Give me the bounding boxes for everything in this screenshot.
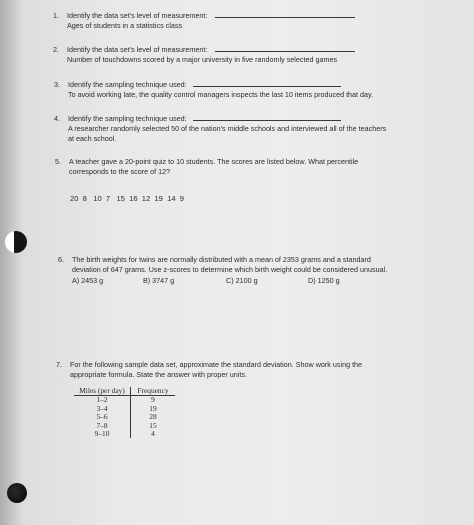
question-number: 7. — [56, 360, 62, 369]
question-text-line-1: A teacher gave a 20-point quiz to 10 students. The scores are listed below. What percentile — [69, 157, 359, 166]
table-row — [74, 396, 175, 405]
table-row — [74, 413, 175, 421]
table-row — [74, 405, 175, 413]
table-cell: 5–6 — [74, 413, 131, 421]
table-row — [74, 430, 175, 438]
table-cell: 9 — [151, 395, 155, 405]
page-shadow — [0, 0, 22, 525]
question-prompt: Identify the sampling technique used: — [68, 80, 341, 90]
table-row — [74, 422, 175, 430]
question-detail-line-2: at each school. — [68, 134, 117, 143]
table-cell: 7–8 — [74, 422, 131, 430]
table-cell: 3–4 — [74, 405, 131, 413]
answer-blank — [215, 11, 355, 18]
answer-blank — [193, 114, 341, 121]
table-header-row — [74, 387, 175, 396]
table-cell: 9–10 — [74, 430, 131, 438]
choice-a: A) 2453 g — [72, 276, 104, 285]
column-header-frequency: Frequency — [131, 387, 176, 396]
frequency-table — [74, 387, 175, 438]
question-number: 1. — [53, 11, 59, 20]
binder-hole-upper — [5, 231, 27, 253]
score-list: 20 8 10 7 15 16 12 19 14 9 — [70, 194, 184, 203]
table-cell: 1–2 — [74, 396, 131, 405]
table-cell: 4 — [151, 429, 155, 439]
question-text-line-2: deviation of 647 grams. Use z-scores to determine which birth weight could be considered unusual. — [72, 265, 388, 274]
question-text-line-2: appropriate formula. State the answer with proper units. — [70, 370, 247, 379]
answer-blank — [215, 45, 355, 52]
question-detail-line-1: A researcher randomly selected 50 of the nation's middle schools and interviewed all of the teachers — [68, 124, 387, 133]
table-cell: 19 — [149, 403, 157, 413]
binder-hole-lower — [7, 483, 27, 503]
question-number: 4. — [54, 114, 60, 123]
question-number: 6. — [58, 255, 64, 264]
table-cell: 28 — [149, 412, 157, 422]
answer-blank — [193, 80, 341, 87]
choice-c: C) 2100 g — [226, 276, 258, 285]
column-header-miles: Miles (per day) — [74, 387, 131, 396]
question-prompt: Identify the data set's level of measurement: — [67, 45, 355, 55]
question-text-line-2: corresponds to the score of 12? — [69, 167, 171, 176]
table-cell: 15 — [149, 420, 157, 430]
question-number: 2. — [53, 45, 59, 54]
question-detail: To avoid working late, the quality control managers inspects the last 10 items produced that day. — [68, 90, 374, 99]
question-text-line-1: For the following sample data set, approximate the standard deviation. Show work using the — [70, 360, 363, 369]
question-number: 3. — [54, 80, 60, 89]
question-text-line-1: The birth weights for twins are normally distributed with a mean of 2353 grams and a standard — [72, 255, 371, 264]
question-detail: Number of touchdowns scored by a major university in five randomly selected games — [67, 55, 338, 64]
choice-b: B) 3747 g — [143, 276, 175, 285]
question-prompt: Identify the data set's level of measurement: — [67, 11, 355, 21]
choice-d: D) 1250 g — [308, 276, 340, 285]
question-prompt: Identify the sampling technique used: — [68, 114, 341, 124]
question-number: 5. — [55, 157, 61, 166]
question-detail: Ages of students in a statistics class — [67, 21, 183, 30]
